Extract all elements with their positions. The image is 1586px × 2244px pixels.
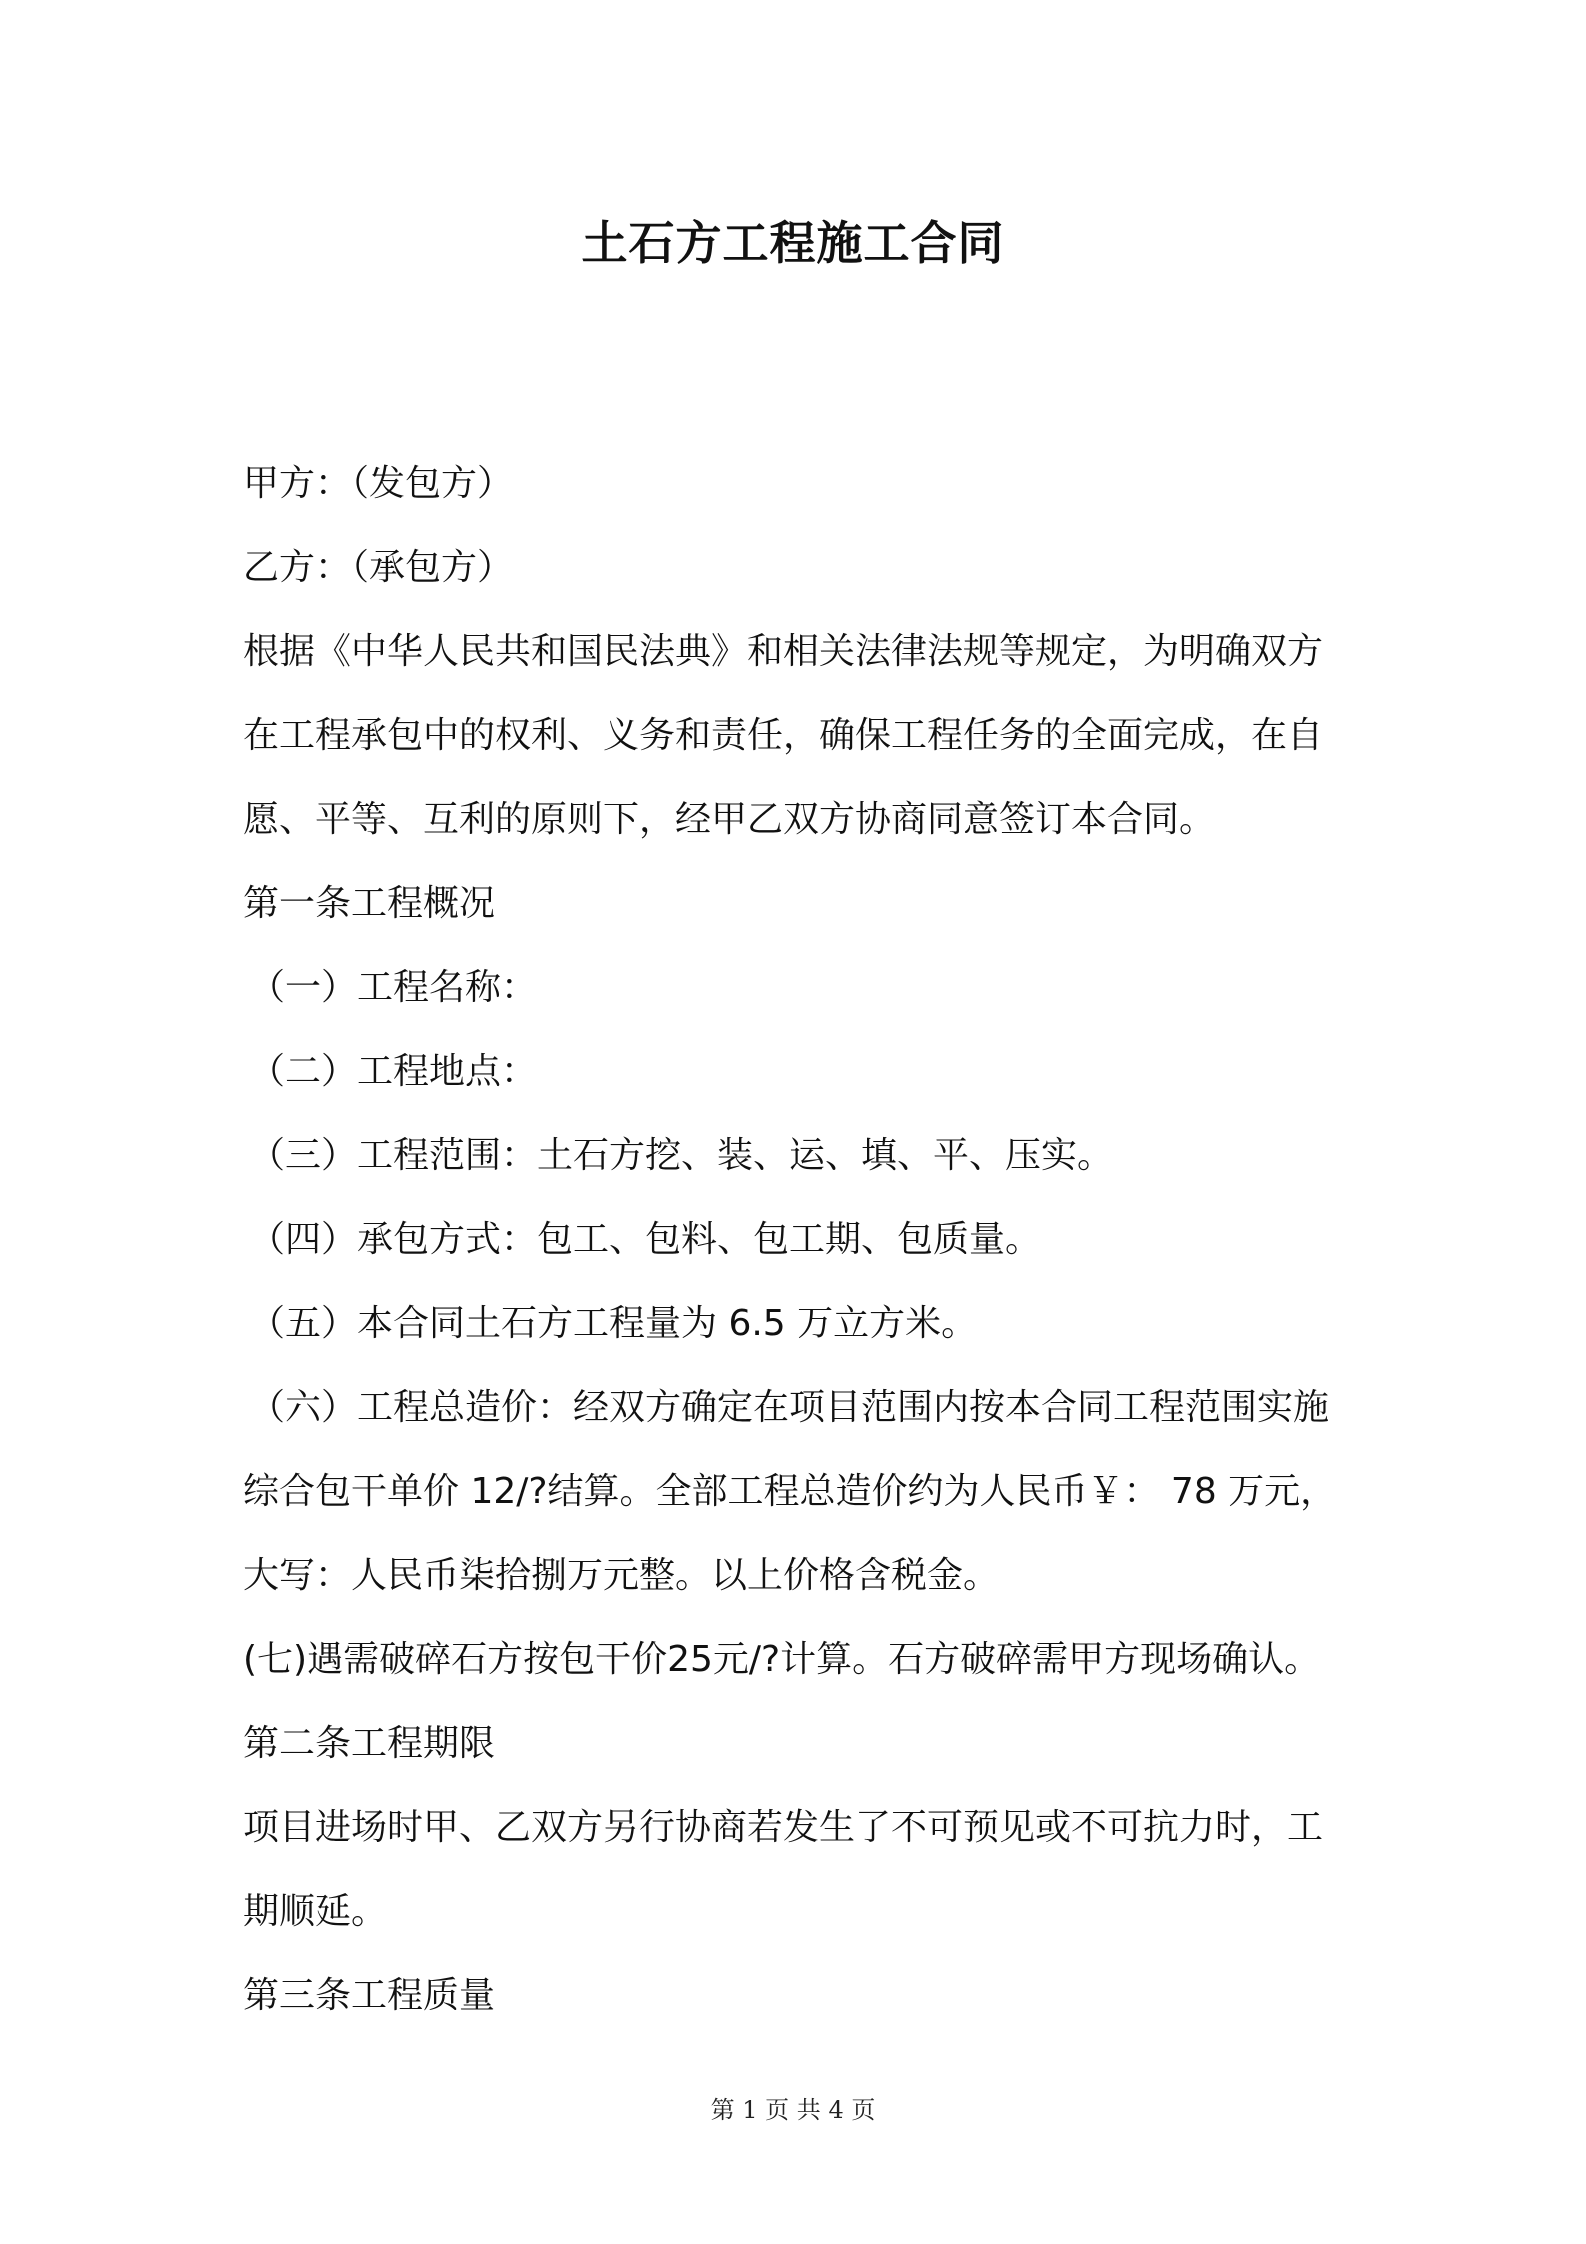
page-number-footer: 第 1 页 共 4 页 [710, 2096, 876, 2124]
preamble-line-1: 根据《中华人民共和国民法典》和相关法律法规等规定，为明确双方 [243, 631, 1324, 672]
preamble-line-3: 愿、平等、互利的原则下，经甲乙双方协商同意签订本合同。 [243, 799, 1216, 840]
party-b-line: 乙方：（承包方） [243, 547, 514, 588]
clause-1-5: （五）本合同土石方工程量为 6.5 万立方米。 [249, 1303, 978, 1344]
preamble-line-2: 在工程承包中的权利、义务和责任，确保工程任务的全面完成，在自 [243, 715, 1324, 756]
clause-1-2: （二）工程地点： [249, 1051, 538, 1092]
article-1-heading: 第一条工程概况 [243, 883, 496, 924]
clause-1-7: (七)遇需破碎石方按包干价25元/?计算。石方破碎需甲方现场确认。 [243, 1639, 1321, 1680]
party-a-line: 甲方：（发包方） [243, 463, 514, 504]
clause-1-6-cont-1: 综合包干单价 12/?结算。全部工程总造价约为人民币￥： 78 万元， [243, 1471, 1337, 1512]
document-body [243, 442, 1353, 2038]
article-2-text-2: 期顺延。 [243, 1891, 388, 1932]
clause-1-6-cont-2: 大写：人民币柒拾捌万元整。以上价格含税金。 [243, 1555, 1000, 1596]
article-3-heading: 第三条工程质量 [243, 1975, 496, 2016]
clause-1-6: （六）工程总造价：经双方确定在项目范围内按本合同工程范围实施 [249, 1387, 1330, 1428]
clause-1-3: （三）工程范围：土石方挖、装、运、填、平、压实。 [249, 1135, 1114, 1176]
article-2-heading: 第二条工程期限 [243, 1723, 496, 1764]
clause-1-4: （四）承包方式：包工、包料、包工期、包质量。 [249, 1219, 1042, 1260]
clause-1-1: （一）工程名称： [249, 967, 538, 1008]
article-2-text-1: 项目进场时甲、乙双方另行协商若发生了不可预见或不可抗力时，工 [243, 1807, 1324, 1848]
document-title: 土石方工程施工合同 [581, 216, 1005, 270]
